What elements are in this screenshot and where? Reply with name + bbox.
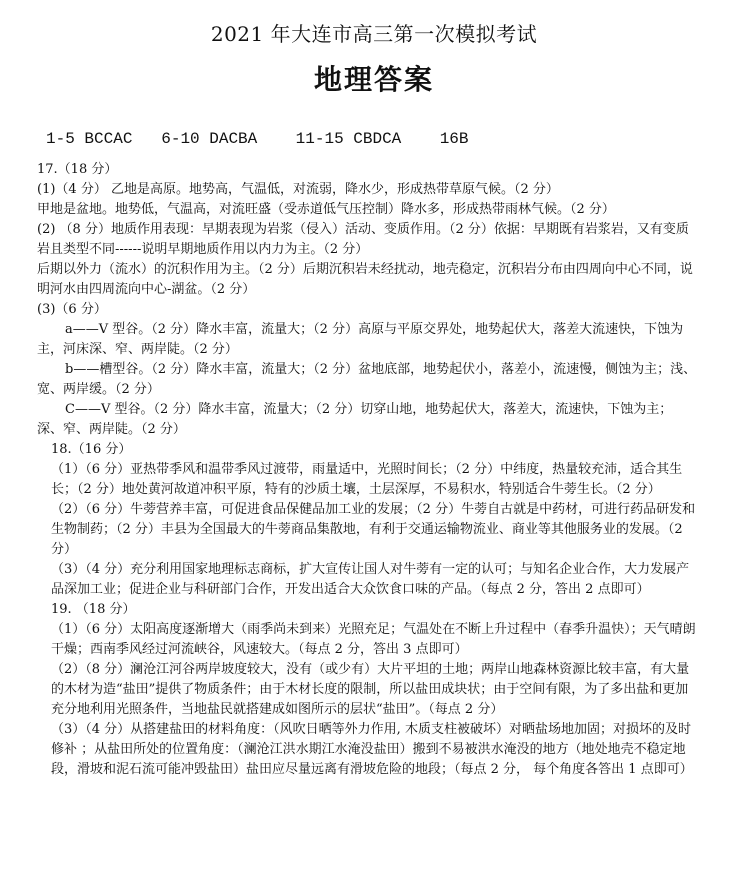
q17-part1-line1: (1)（4 分） 乙地是高原。地势高，气温低，对流弱，降水少，形成热带草原气候。（2 分） (37, 182, 559, 197)
q18-part1: （1）（6 分）亚热带季风和温带季风过渡带，雨量适中，光照时间长；（2 分）中纬度，热量较充沛，适合其生长；（2 分）地处黄河故道冲积平原，特有的沙质土壤，土层深厚，不易积水，特别适合牛蒡生长。（2 分） (51, 462, 683, 497)
q17-heading: 17.（18 分） (37, 162, 118, 177)
q17-part3-a: a——V 型谷。（2 分）降水丰富，流量大；（2 分）高原与平原交界处，地势起伏大，落差大流速快，下蚀为主，河床深、窄、两岸陡。（2 分） (37, 322, 684, 357)
mc-group-2: 6-10 DACBA (161, 130, 258, 148)
q17-part2-line1: (2) （8 分）地质作用表现：早期表现为岩浆（侵入）活动、变质作用。（2 分）依据：早期既有岩浆岩，又有变质岩且类型不同------说明早期地质作用以内力为主。（2 分） (37, 222, 689, 257)
q19-part2: （2）（8 分）澜沧江河谷两岸坡度较大，没有（或少有）大片平坦的土地；两岸山地森林资源比较丰富，有大量的木材为造“盐田”提供了物质条件；由于木材长度的限制，所以盐田成块状；由于空间有限，为了多出盐和更加充分地利用光照条件，当地盐民就搭建成如图所示的层状“盐田”。（每点 2 分） (51, 662, 690, 717)
mc-group-4: 16B (439, 130, 469, 148)
page-title: 2021 年大连市高三第一次模拟考试 (210, 22, 538, 46)
q17-part2-line2: 后期以外力（流水）的沉积作用为主。（2 分）后期沉积岩未经扰动，地壳稳定，沉积岩分布由四周向中心不同，说明河水由四周流向中心-湖盆。（2 分） (37, 262, 693, 297)
q18-part2: （2）（6 分）牛蒡营养丰富，可促进食品保健品加工业的发展；（2 分）牛蒡自古就是中药材，可进行药品研发和生物制药；（2 分）丰县为全国最大的牛蒡商品集散地，有利于交通运输物流业、商业等其他服务业的发展。（2 分） (51, 502, 696, 557)
q19-part1: （1）（6 分）太阳高度逐渐增大（雨季尚未到来）光照充足；气温处在不断上升过程中（春季升温快）；天气晴朗干燥；西南季风经过河流峡谷，风速较大。（每点 2 分，答出 3 点即可） (51, 622, 696, 657)
q17-part3-b: b——槽型谷。（2 分）降水丰富，流量大；（2 分）盆地底部，地势起伏小，落差小，流速慢，侧蚀为主；浅、宽、两岸缓。（2 分） (37, 362, 697, 397)
multiple-choice-answers (46, 130, 469, 148)
q18-part3: （3）（4 分）充分利用国家地理标志商标，扩大宣传让国人对牛蒡有一定的认可；与知名企业合作，大力发展产品深加工业；促进企业与科研部门合作，开发出适合大众饮食口味的产品。（每点 2 分，答出 2 点即可） (51, 562, 690, 597)
answer-body (37, 160, 697, 780)
q19-part3: （3）（4 分）从搭建盐田的材料角度：（风吹日晒等外力作用, 木质支柱被破坏）对晒盐场地加固；对损坏的及时修补 ；从盐田所处的位置角度：（澜沧江洪水期江水淹没盐田）搬到不易被洪水淹没的地方（地处地壳不稳定地段，滑坡和泥石流可能冲毁盐田）盐田应尽量远离有滑坡危险的地段；（每点 2 分， 每个角度各答出 1 点即可） (51, 722, 693, 777)
mc-group-3: 11-15 CBDCA (295, 130, 402, 148)
q18-heading: 18.（16 分） (51, 442, 132, 457)
q19-heading: 19. （18 分） (51, 602, 136, 617)
mc-group-1: 1-5 BCCAC (46, 130, 133, 148)
page-subtitle: 地理答案 (313, 63, 434, 96)
q17-part3-c: C——V 型谷。（2 分）降水丰富，流量大；（2 分）切穿山地，地势起伏大，落差大，流速快，下蚀为主；深、窄、两岸陡。（2 分） (37, 402, 673, 437)
q17-part1-line2: 甲地是盆地。地势低，气温高，对流旺盛（受赤道低气压控制）降水多，形成热带雨林气候。（2 分） (37, 202, 615, 217)
q17-part3-heading: (3)（6 分） (37, 302, 107, 317)
